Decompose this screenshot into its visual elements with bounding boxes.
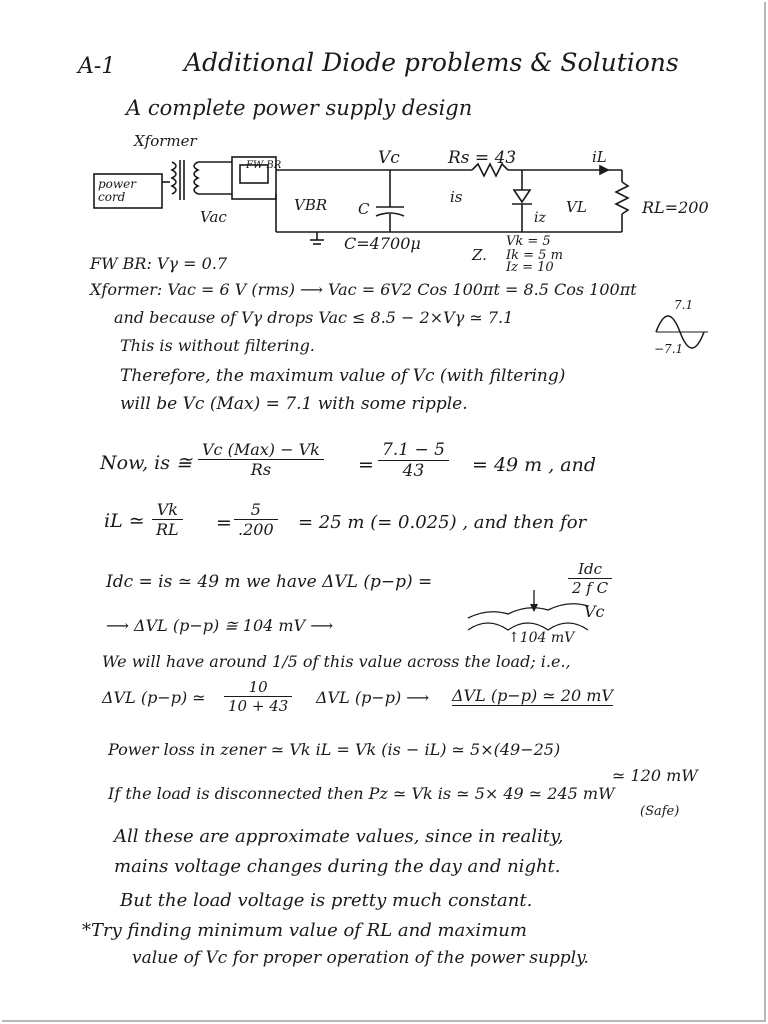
is-eq-numerator: Vc (Max) − Vk: [198, 440, 324, 460]
page-title: Additional Diode problems & Solutions: [184, 48, 679, 77]
mains-line: mains voltage changes during the day and night.: [114, 856, 561, 877]
idc-numerator: Idc: [568, 560, 612, 579]
notes-page: [2, 2, 766, 1022]
zener-iz-spec: Iz = 10: [506, 260, 554, 275]
c-value-label: C=4700μ: [344, 234, 421, 253]
wave-peak-label: 7.1: [674, 298, 694, 312]
is-value-numerator: 7.1 − 5: [378, 440, 449, 461]
xformer-label: Xformer: [134, 132, 197, 150]
ripple-sketch: [2, 2, 768, 702]
c-label: C: [358, 200, 370, 218]
approximate-line: All these are approximate values, since in reality,: [114, 826, 564, 847]
dvl-eq-fraction: [224, 678, 292, 715]
load-voltage-line: But the load voltage is pretty much constant.: [120, 890, 533, 911]
power-loss-line: Power loss in zener ≃ Vk iL = Vk (is − iL) ≃ 5×(49−25): [108, 740, 561, 759]
load-disconnected-line: If the load is disconnected then Pz ≃ Vk is ≃ 5× 49 ≃ 245 mW: [108, 784, 615, 803]
ripple-value-label: ↑104 mV: [508, 630, 575, 646]
zener-vk-spec: Vk = 5: [506, 234, 551, 249]
power-loss-result: ≃ 120 mW: [612, 766, 698, 785]
power-cord-label: power cord: [98, 177, 137, 204]
il-eq-denominator: RL: [156, 520, 179, 539]
zener-label: Z.: [472, 246, 487, 264]
il-eq-lhs: iL ≃: [104, 510, 145, 532]
rs-label: Rs = 43: [448, 148, 517, 168]
therefore-line: Therefore, the maximum value of Vc (with filtering): [120, 366, 566, 386]
idc-denominator: 2 f C: [572, 579, 609, 597]
vbr-label: VBR: [294, 196, 328, 214]
without-filtering-line: This is without filtering.: [120, 336, 315, 355]
wave-trough-label: −7.1: [654, 342, 684, 356]
il-eq-equals: =: [216, 512, 232, 534]
page-label: A-1: [78, 54, 116, 79]
vc-label: Vc: [378, 148, 400, 168]
vl-label: VL: [566, 198, 587, 216]
vac-label: Vac: [200, 208, 227, 226]
dvl-eq-middle: ΔVL (p−p) ⟶: [316, 688, 430, 707]
dvl-eq-lhs: ΔVL (p−p) ≃: [102, 688, 206, 707]
exercise-line-2: value of Vc for proper operation of the power supply.: [132, 948, 589, 968]
page-subtitle: A complete power supply design: [126, 96, 473, 120]
ripple-result-line: ⟶ ΔVL (p−p) ≅ 104 mV ⟶: [106, 616, 334, 635]
il-value-denominator: .200: [238, 520, 274, 539]
will-be-line: will be Vc (Max) = 7.1 with some ripple.: [120, 394, 468, 414]
il-result: = 25 m (= 0.025) , and then for: [298, 512, 587, 533]
il-value-numerator: 5: [234, 500, 278, 520]
is-label: is: [450, 188, 463, 206]
exercise-line-1: *Try finding minimum value of RL and maximum: [82, 920, 527, 941]
is-value-denominator: 43: [402, 461, 425, 481]
dvl-eq-result: ΔVL (p−p) ≃ 20 mV: [452, 686, 613, 705]
we-will-line: We will have around 1/5 of this value across the load; i.e.,: [102, 652, 571, 671]
is-eq-denominator: Rs: [250, 460, 272, 479]
because-line: and because of Vγ drops Vac ≤ 8.5 − 2×Vγ ≃ 7.1: [114, 308, 514, 327]
iz-label: iz: [534, 210, 546, 226]
il-eq-numerator: Vk: [152, 500, 183, 520]
dvl-eq-numerator: 10: [224, 678, 292, 697]
ripple-vc-label: Vc: [584, 602, 605, 621]
idc-line: Idc = is ≃ 49 m we have ΔVL (p−p) =: [106, 572, 433, 592]
is-eq-equals: =: [358, 454, 374, 476]
is-result: = 49 m , and: [472, 454, 597, 476]
fw-br-label: FW BR: [246, 160, 282, 171]
rl-label: RL=200: [642, 198, 709, 217]
fw-bridge-line: FW BR: Vγ = 0.7: [90, 254, 228, 273]
is-eq-lhs: Now, is ≅: [100, 452, 192, 474]
dvl-eq-denominator: 10 + 43: [228, 697, 289, 715]
safe-label: (Safe): [640, 804, 680, 819]
xformer-line: Xformer: Vac = 6 V (rms) ⟶ Vac = 6V2 Cos 100πt = 8.5 Cos 100πt: [90, 280, 637, 299]
zener-ik-spec: Ik = 5 m: [506, 248, 563, 263]
il-label: iL: [592, 148, 607, 166]
